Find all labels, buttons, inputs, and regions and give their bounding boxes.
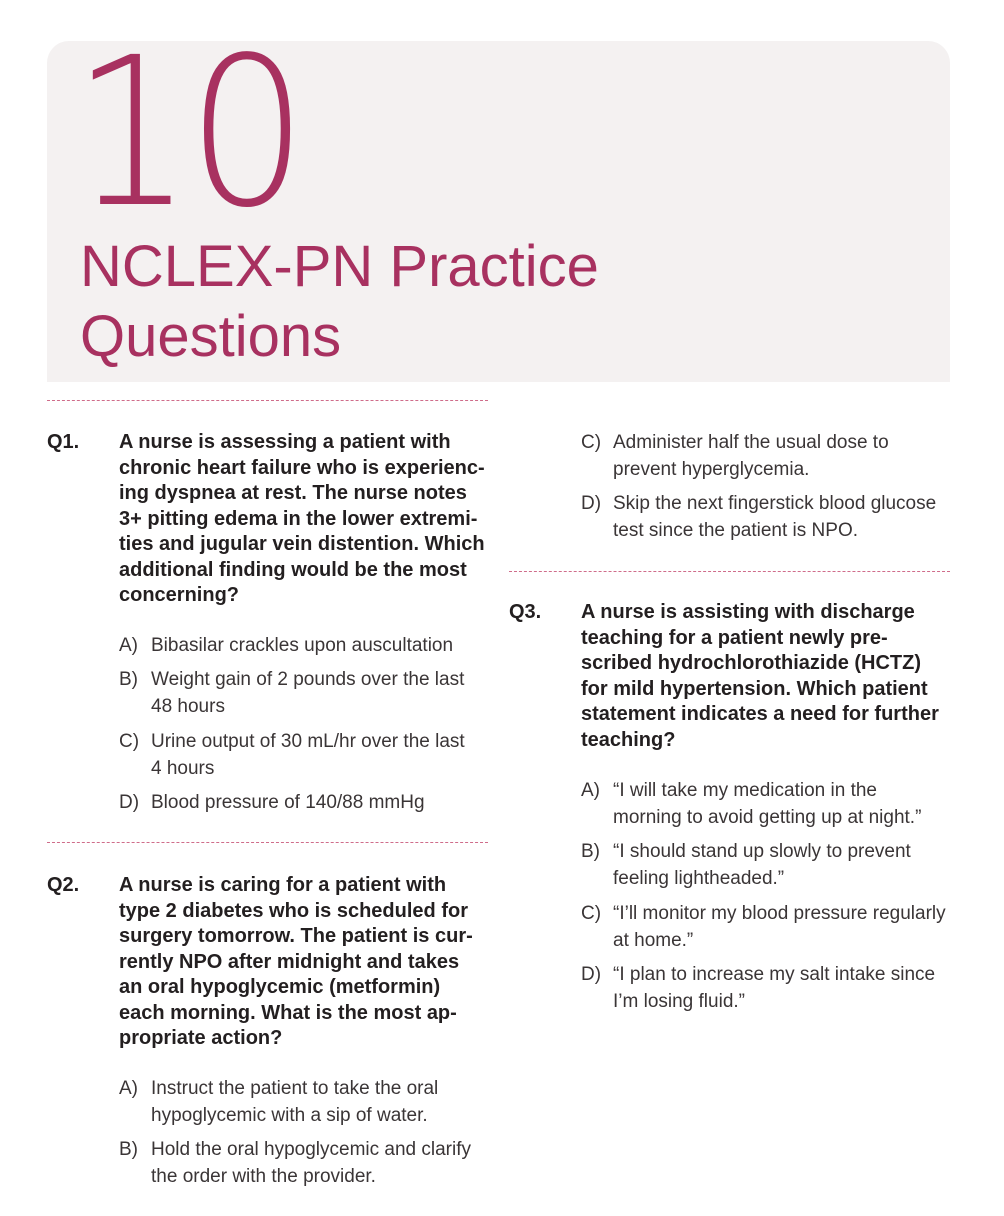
question-3 (509, 600, 950, 760)
option-text: Weight gain of 2 pounds over the last 48 hours (151, 669, 465, 717)
question-number: Q3. (509, 601, 542, 623)
option-letter: A) (119, 635, 138, 656)
stem-line: ing dyspnea at rest. The nurse notes (119, 482, 467, 504)
option-letter: B) (119, 1139, 138, 1160)
stem-line: statement indicates a need for further (581, 703, 939, 725)
stem-line: scribed hydrochlorothiazide (HCTZ) (581, 652, 922, 674)
option-letter: B) (119, 669, 138, 690)
option-text: Urine output of 30 mL/hr over the last 4 hours (151, 731, 465, 779)
question-stem (581, 600, 939, 753)
option-letter: B) (581, 841, 600, 862)
stem-line: surgery tomorrow. The patient is cur- (119, 925, 473, 947)
option-letter: C) (581, 432, 602, 453)
option-letter: D) (119, 792, 140, 813)
option-text: “I plan to increase my salt intake since I’m losing fluid.” (613, 964, 936, 1012)
stem-line: chronic heart failure who is experienc- (119, 456, 485, 479)
option-text: Instruct the patient to take the oral hypoglycemic with a sip of water. (151, 1078, 439, 1126)
option-letter: C) (119, 731, 140, 752)
option-text: “I should stand up slowly to prevent feeling lightheaded.” (613, 841, 911, 889)
divider-left-middle (47, 842, 488, 843)
stem-line: rently NPO after midnight and takes (119, 950, 460, 973)
stem-line: teaching? (581, 728, 676, 751)
stem-line: A nurse is caring for a patient with (119, 874, 447, 896)
option-letter: C) (581, 903, 602, 924)
stem-line: each morning. What is the most ap- (119, 1001, 457, 1024)
question-stem (119, 430, 485, 609)
option-letter: D) (581, 964, 602, 985)
chapter-title-line-2: Questions (80, 304, 342, 369)
stem-line: A nurse is assisting with discharge (581, 601, 915, 623)
question-2 (47, 873, 488, 1063)
divider-right (509, 571, 950, 572)
stem-line: ties and jugular vein distention. Which (119, 533, 485, 555)
stem-line: additional finding would be the most (119, 558, 467, 581)
option-text: Administer half the usual dose to prevent hyperglycemia. (613, 432, 889, 480)
stem-line: teaching for a patient newly pre- (581, 626, 888, 649)
chapter-number: 10 (72, 13, 303, 253)
option-text: “I will take my medication in the morning to avoid getting up at night.” (613, 780, 922, 828)
stem-line: for mild hypertension. Which patient (581, 677, 928, 700)
option-text: “I’ll monitor my blood pressure regularly at home.” (613, 903, 946, 951)
stem-line: type 2 diabetes who is scheduled for (119, 899, 468, 922)
stem-line: an oral hypoglycemic (metformin) (119, 976, 441, 998)
chapter-title (80, 232, 599, 372)
question-stem (119, 873, 473, 1052)
question-number: Q2. (47, 874, 80, 896)
option-letter: A) (119, 1078, 138, 1099)
option-letter: D) (581, 493, 602, 514)
stem-line: A nurse is assessing a patient with (119, 431, 451, 453)
option-text: Blood pressure of 140/88 mmHg (151, 792, 425, 813)
option-text: Bibasilar crackles upon auscultation (151, 635, 454, 656)
option-text: Skip the next fingerstick blood glucose test since the patient is NPO. (613, 493, 937, 541)
stem-line: 3+ pitting edema in the lower extremi- (119, 507, 478, 530)
stem-line: propriate action? (119, 1027, 283, 1049)
option-letter: A) (581, 780, 600, 801)
chapter-title-line-1: NCLEX-PN Practice (80, 234, 599, 299)
stem-line: concerning? (119, 584, 240, 606)
divider-left-top (47, 400, 488, 401)
question-number: Q1. (47, 431, 80, 453)
option-text: Hold the oral hypoglycemic and clarify the order with the provider. (151, 1139, 471, 1187)
